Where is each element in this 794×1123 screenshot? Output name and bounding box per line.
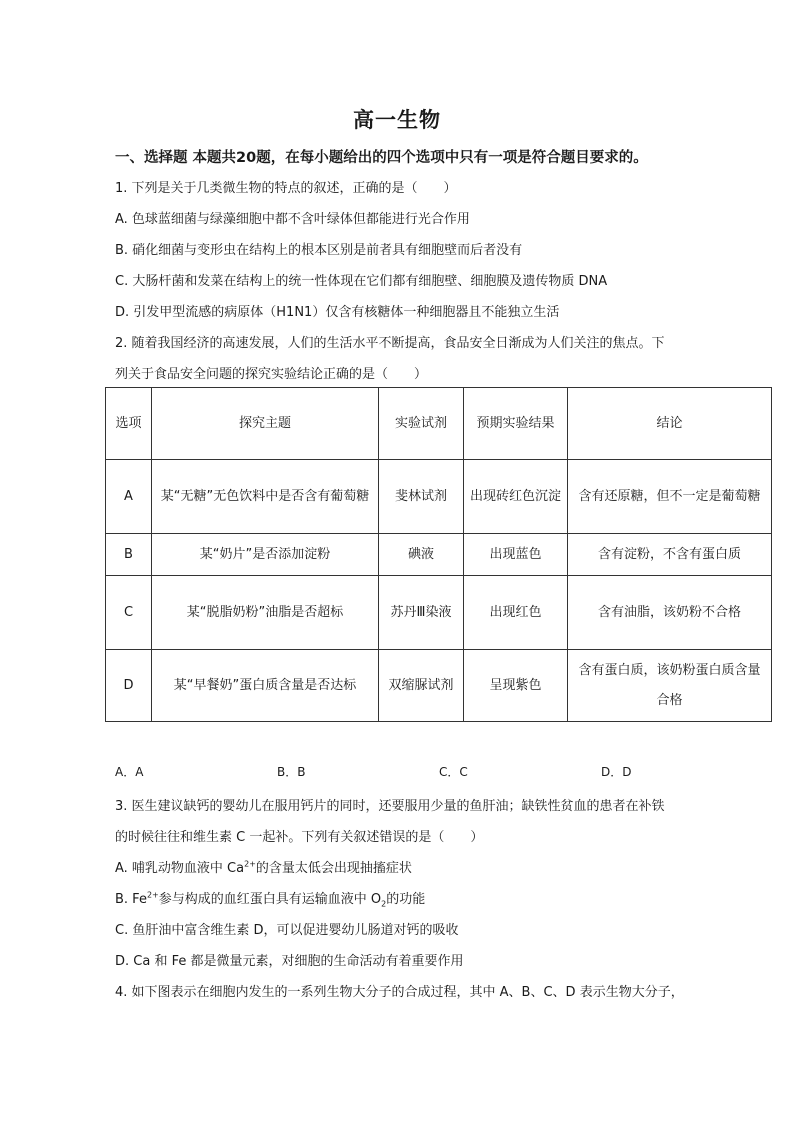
table-cell: 含有油脂，该奶粉不合格 [568, 576, 772, 650]
page-title: 高一生物 [353, 107, 441, 132]
q3-stem-line1: 3. 医生建议缺钙的婴幼儿在服用钙片的同时，还要服用少量的鱼肝油；缺铁性贫血的患者在补铁 [115, 799, 665, 814]
section-heading: 一、选择题 本题共20题，在每小题给出的四个选项中只有一项是符合题目要求的。 [115, 150, 648, 166]
table-row [106, 576, 772, 650]
q3-stem-line2: 的时候往往和维生素 C 一起补。下列有关叙述错误的是（ ） [115, 830, 484, 845]
q2-answer-d: D．D [601, 765, 632, 779]
q2-answer-c: C．C [439, 765, 468, 779]
table-cell: 出现蓝色 [464, 534, 568, 576]
table-cell: 双缩脲试剂 [379, 650, 464, 722]
table-cell: 某“奶片”是否添加淀粉 [152, 534, 379, 576]
table-cell: 斐林试剂 [379, 460, 464, 534]
table-cell: 呈现紫色 [464, 650, 568, 722]
q2-answer-a: A．A [115, 765, 144, 779]
table-cell: 某“早餐奶”蛋白质含量是否达标 [152, 650, 379, 722]
q2-table [105, 387, 772, 722]
table-cell: A [106, 460, 152, 534]
q1-option-d: D. 引发甲型流感的病原体（H1N1）仅含有核糖体一种细胞器且不能独立生活 [115, 305, 560, 320]
header-cell: 预期实验结果 [464, 388, 568, 460]
q1-option-b: B. 硝化细菌与变形虫在结构上的根本区别是前者具有细胞壁而后者没有 [115, 243, 523, 258]
q2-answer-b: B．B [277, 765, 306, 779]
q1-option-a: A. 色球蓝细菌与绿藻细胞中都不含叶绿体但都能进行光合作用 [115, 212, 470, 227]
table-cell: 含有蛋白质，该奶粉蛋白质含量合格 [568, 650, 772, 722]
q2-stem-line1: 2. 随着我国经济的高速发展，人们的生活水平不断提高，食品安全日渐成为人们关注的焦点。下 [115, 336, 665, 351]
table-row [106, 534, 772, 576]
q3-option-d: D. Ca 和 Fe 都是微量元素，对细胞的生命活动有着重要作用 [115, 954, 464, 969]
header-cell: 结论 [568, 388, 772, 460]
q1-option-c: C. 大肠杆菌和发菜在结构上的统一性体现在它们都有细胞壁、细胞膜及遗传物质 DNA [115, 274, 608, 289]
table-cell: 苏丹Ⅲ染液 [379, 576, 464, 650]
table-cell: B [106, 534, 152, 576]
table-cell: 某“脱脂奶粉”油脂是否超标 [152, 576, 379, 650]
q3-option-c: C. 鱼肝油中富含维生素 D，可以促进婴幼儿肠道对钙的吸收 [115, 923, 459, 938]
q3-option-a: A. 哺乳动物血液中 $Ca^{2+}$的含量太低会出现抽搐症状 [115, 859, 412, 876]
table-cell: 碘液 [379, 534, 464, 576]
table-row [106, 460, 772, 534]
header-cell: 选项 [106, 388, 152, 460]
q2-stem-line2: 列关于食品安全问题的探究实验结论正确的是（ ） [115, 367, 428, 382]
table-cell: 含有淀粉，不含有蛋白质 [568, 534, 772, 576]
header-cell: 探究主题 [152, 388, 379, 460]
table-cell: 含有还原糖，但不一定是葡萄糖 [568, 460, 772, 534]
q1-stem: 1. 下列是关于几类微生物的特点的叙述，正确的是（ ） [115, 181, 457, 196]
q3-option-b: B. $Fe^{2+}$参与构成的血红蛋白具有运输血液中 $O_2$的功能 [115, 890, 426, 909]
header-cell: 实验试剂 [379, 388, 464, 460]
table-row [106, 650, 772, 722]
table-cell: C [106, 576, 152, 650]
table-cell: 某“无糖”无色饮料中是否含有葡萄糖 [152, 460, 379, 534]
table-cell: 出现砖红色沉淀 [464, 460, 568, 534]
table-cell: 出现红色 [464, 576, 568, 650]
table-header-row [106, 388, 772, 460]
table-cell: D [106, 650, 152, 722]
q4-stem-line1: 4. 如下图表示在细胞内发生的一系列生物大分子的合成过程，其中 A、B、C、D 表示生物大分子， [115, 985, 684, 1000]
